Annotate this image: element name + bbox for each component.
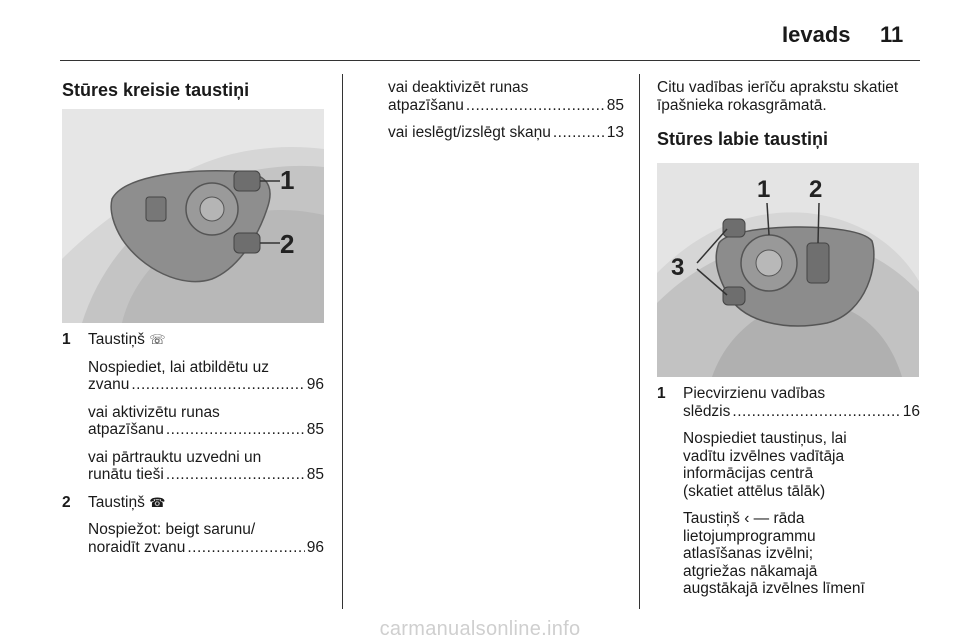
desc2-rest: — rāda bbox=[753, 510, 805, 527]
header-rule bbox=[60, 60, 920, 61]
page-ref[interactable]: 85 bbox=[306, 421, 324, 438]
intro-line-2: īpašnieka rokasgrāmatā. bbox=[657, 96, 827, 114]
right-item-1-label-line-1: Piecvirzienu vadības bbox=[683, 385, 826, 402]
item-2-ref-1 bbox=[88, 539, 324, 557]
middle-ref-2-line-1: vai ieslēgt/izslēgt skaņu bbox=[388, 124, 551, 141]
item-label: Taustiņš bbox=[88, 493, 145, 511]
page-ref[interactable]: 16 bbox=[902, 402, 920, 420]
chevron-left-icon: ‹ bbox=[744, 510, 750, 527]
right-item-1-label-line-2: slēdzis bbox=[683, 402, 731, 420]
hang-up-icon: ☎ bbox=[149, 494, 166, 510]
page-ref[interactable]: 96 bbox=[306, 538, 324, 556]
left-callout-2: 2 bbox=[280, 229, 295, 259]
middle-column bbox=[388, 79, 624, 142]
right-item-1-ref bbox=[683, 403, 920, 421]
right-steering-figure bbox=[657, 163, 919, 377]
item-1-ref-2-line-1: vai aktivizētu runas bbox=[88, 403, 220, 421]
item-number: 1 bbox=[62, 331, 71, 348]
column-divider-left bbox=[342, 74, 343, 609]
desc-line-3: informācijas centrā bbox=[683, 465, 814, 482]
intro-line-1: Citu vadības ierīču aprakstu skatiet bbox=[657, 79, 899, 96]
item-number: 2 bbox=[62, 493, 71, 511]
left-steering-figure bbox=[62, 109, 324, 323]
left-item-2 bbox=[62, 494, 324, 557]
right-item-1 bbox=[657, 385, 920, 598]
desc2-line-4: augstākajā izvēlnes līmenī bbox=[683, 580, 865, 597]
desc2-line-2: atlasīšanas izvēlni; bbox=[683, 545, 814, 562]
item-1-ref-3-line-2: runātu tieši bbox=[88, 466, 164, 483]
middle-ref-1-line-1: vai deaktivizēt runas bbox=[388, 79, 529, 96]
middle-ref-1 bbox=[388, 97, 624, 115]
right-callout-2: 2 bbox=[809, 176, 823, 203]
desc2-line-1: lietojumprogrammu bbox=[683, 527, 816, 545]
left-column bbox=[62, 79, 324, 556]
item-2-ref-1-line-2: noraidīt zvanu bbox=[88, 538, 186, 556]
item-1-ref-2-line-2: atpazīšanu bbox=[88, 421, 164, 438]
right-callout-1: 1 bbox=[757, 176, 771, 203]
voice-call-icon: ☏ bbox=[149, 332, 166, 347]
page-ref[interactable]: 13 bbox=[606, 124, 624, 141]
column-divider-right bbox=[639, 74, 640, 609]
item-1-ref-2 bbox=[88, 421, 324, 439]
left-callout-1: 1 bbox=[280, 165, 295, 195]
item-1-ref-1 bbox=[88, 376, 324, 394]
item-1-ref-3-line-1: vai pārtrauktu uzvedni un bbox=[88, 448, 262, 466]
item-1-ref-3 bbox=[88, 466, 324, 484]
desc-line-4: (skatiet attēlus tālāk) bbox=[683, 482, 826, 500]
item-label: Taustiņš bbox=[88, 331, 145, 348]
desc2-line-3: atgriežas nākamajā bbox=[683, 562, 818, 580]
page-ref[interactable]: 85 bbox=[606, 96, 624, 114]
item-2-ref-1-line-1: Nospiežot: beigt sarunu/ bbox=[88, 521, 256, 538]
desc2-prefix: Taustiņš bbox=[683, 510, 740, 527]
left-item-1 bbox=[62, 331, 324, 484]
desc-line-1: Nospiediet taustiņus, lai bbox=[683, 430, 847, 447]
right-callout-3: 3 bbox=[671, 254, 685, 281]
middle-ref-1-line-2: atpazīšanu bbox=[388, 96, 464, 114]
page-header-title: Ievads bbox=[782, 22, 851, 47]
right-column bbox=[657, 79, 920, 598]
right-section-title: Stūres labie taustiņi bbox=[657, 129, 829, 149]
watermark: carmanualsonline.info bbox=[379, 618, 581, 640]
page-ref[interactable]: 85 bbox=[306, 466, 324, 483]
left-section-title: Stūres kreisie taustiņi bbox=[62, 80, 250, 100]
middle-ref-2 bbox=[388, 124, 624, 142]
item-number: 1 bbox=[657, 385, 666, 402]
page-number: 11 bbox=[880, 22, 904, 47]
item-1-ref-1-line-1: Nospiediet, lai atbildētu uz bbox=[88, 358, 269, 376]
item-1-ref-1-line-2: zvanu bbox=[88, 376, 130, 393]
page-ref[interactable]: 96 bbox=[306, 376, 324, 393]
desc-line-2: vadītu izvēlnes vadītāja bbox=[683, 447, 845, 465]
